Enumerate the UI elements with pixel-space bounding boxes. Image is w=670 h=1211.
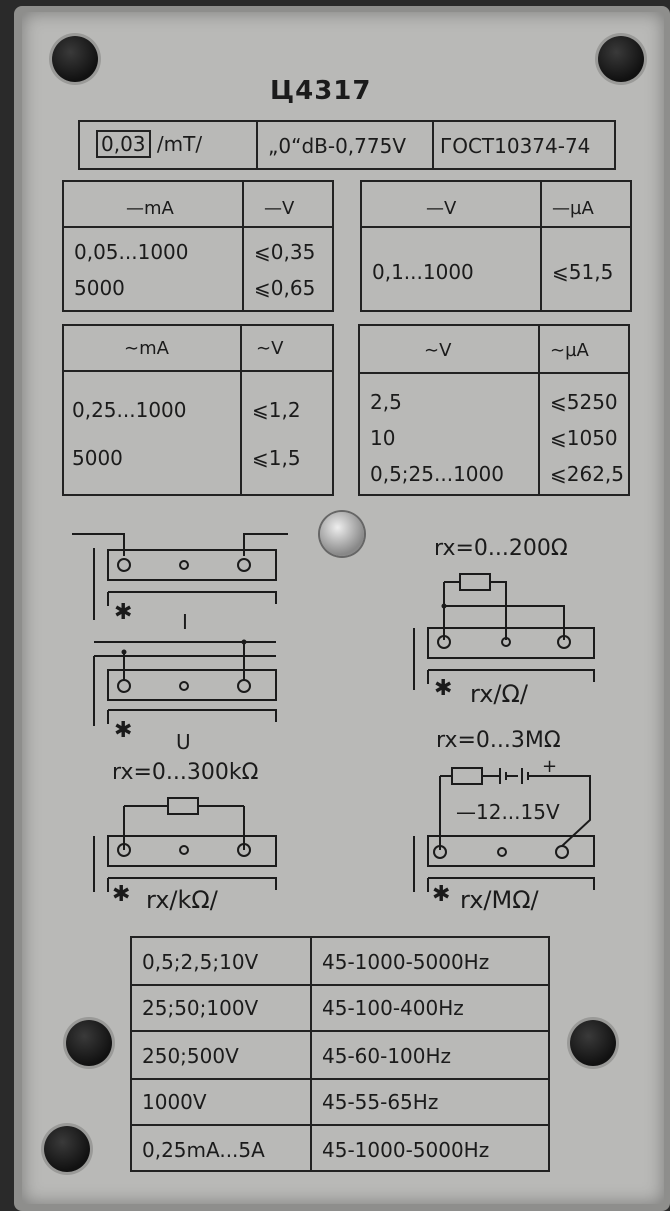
diagram-label: rx/MΩ/ — [460, 886, 539, 914]
table-cell: ⩽1,5 — [252, 446, 301, 470]
diagram-mark: ✱ — [114, 600, 133, 625]
table-row: 45-55-65Hz — [322, 1090, 439, 1114]
center-screw-icon — [320, 512, 364, 556]
table-row: 45-1000-5000Hz — [322, 950, 490, 974]
table-header: —V — [264, 198, 295, 219]
table-cell: 0,5;25...1000 — [370, 462, 504, 486]
standard-label: ГОСТ10374-74 — [440, 134, 591, 158]
table-header: ∼mA — [124, 338, 169, 359]
screw-icon — [52, 36, 98, 82]
table-row: 1000V — [142, 1090, 207, 1114]
table-row: 45-60-100Hz — [322, 1044, 452, 1068]
table-cell: ⩽51,5 — [552, 260, 614, 284]
table-cell: 5000 — [74, 276, 125, 300]
table-cell: ⩽1050 — [550, 426, 618, 450]
diagram-range: rx=0...3MΩ — [436, 728, 561, 753]
diagram-mark: ✱ — [112, 882, 131, 907]
table-cell: 2,5 — [370, 390, 402, 414]
table-header: ∼V — [424, 340, 452, 361]
table-cell: ⩽0,65 — [254, 276, 316, 300]
table-cell: 0,1...1000 — [372, 260, 474, 284]
diagram-mark: ✱ — [114, 718, 133, 743]
diagram-range: rx=0...200Ω — [434, 536, 568, 561]
table-row: 250;500V — [142, 1044, 239, 1068]
table-cell: ⩽0,35 — [254, 240, 316, 264]
battery-plus: + — [542, 756, 558, 777]
screw-icon — [570, 1020, 616, 1066]
table-cell: ⩽262,5 — [550, 462, 625, 486]
table-cell: ⩽1,2 — [252, 398, 301, 422]
diagram-label: I — [182, 610, 188, 634]
table-row: 0,25mA...5A — [142, 1138, 265, 1162]
table-row: 0,5;2,5;10V — [142, 950, 259, 974]
diagram-mark: ✱ — [432, 882, 451, 907]
table-row: 45-1000-5000Hz — [322, 1138, 490, 1162]
diagram-label: rx/Ω/ — [470, 680, 528, 708]
range-value: 0,03 — [96, 130, 151, 158]
table-cell: 0,05...1000 — [74, 240, 189, 264]
diagram-label: rx/kΩ/ — [146, 886, 218, 914]
diagram-range: rx=0...300kΩ — [112, 760, 259, 785]
table-header: —µA — [552, 198, 594, 219]
screw-icon — [66, 1020, 112, 1066]
model-title: Ц4317 — [270, 76, 372, 106]
table-row: 45-100-400Hz — [322, 996, 464, 1020]
range-unit: /mT/ — [156, 132, 203, 156]
table-cell: 5000 — [72, 446, 123, 470]
table-row: 25;50;100V — [142, 996, 259, 1020]
table-cell: 10 — [370, 426, 396, 450]
diagram-mark: ✱ — [434, 676, 453, 701]
battery-label: —12...15V — [456, 800, 560, 824]
db-reference: „0“dB-0,775V — [268, 134, 407, 158]
table-header: ∼V — [256, 338, 284, 359]
table-cell: 0,25...1000 — [72, 398, 187, 422]
screw-icon — [44, 1126, 90, 1172]
table-header: ∼µA — [550, 340, 589, 361]
screw-icon — [598, 36, 644, 82]
diagram-label: U — [176, 730, 191, 754]
table-header: —mA — [126, 198, 174, 219]
table-cell: ⩽5250 — [550, 390, 618, 414]
table-header: —V — [426, 198, 457, 219]
